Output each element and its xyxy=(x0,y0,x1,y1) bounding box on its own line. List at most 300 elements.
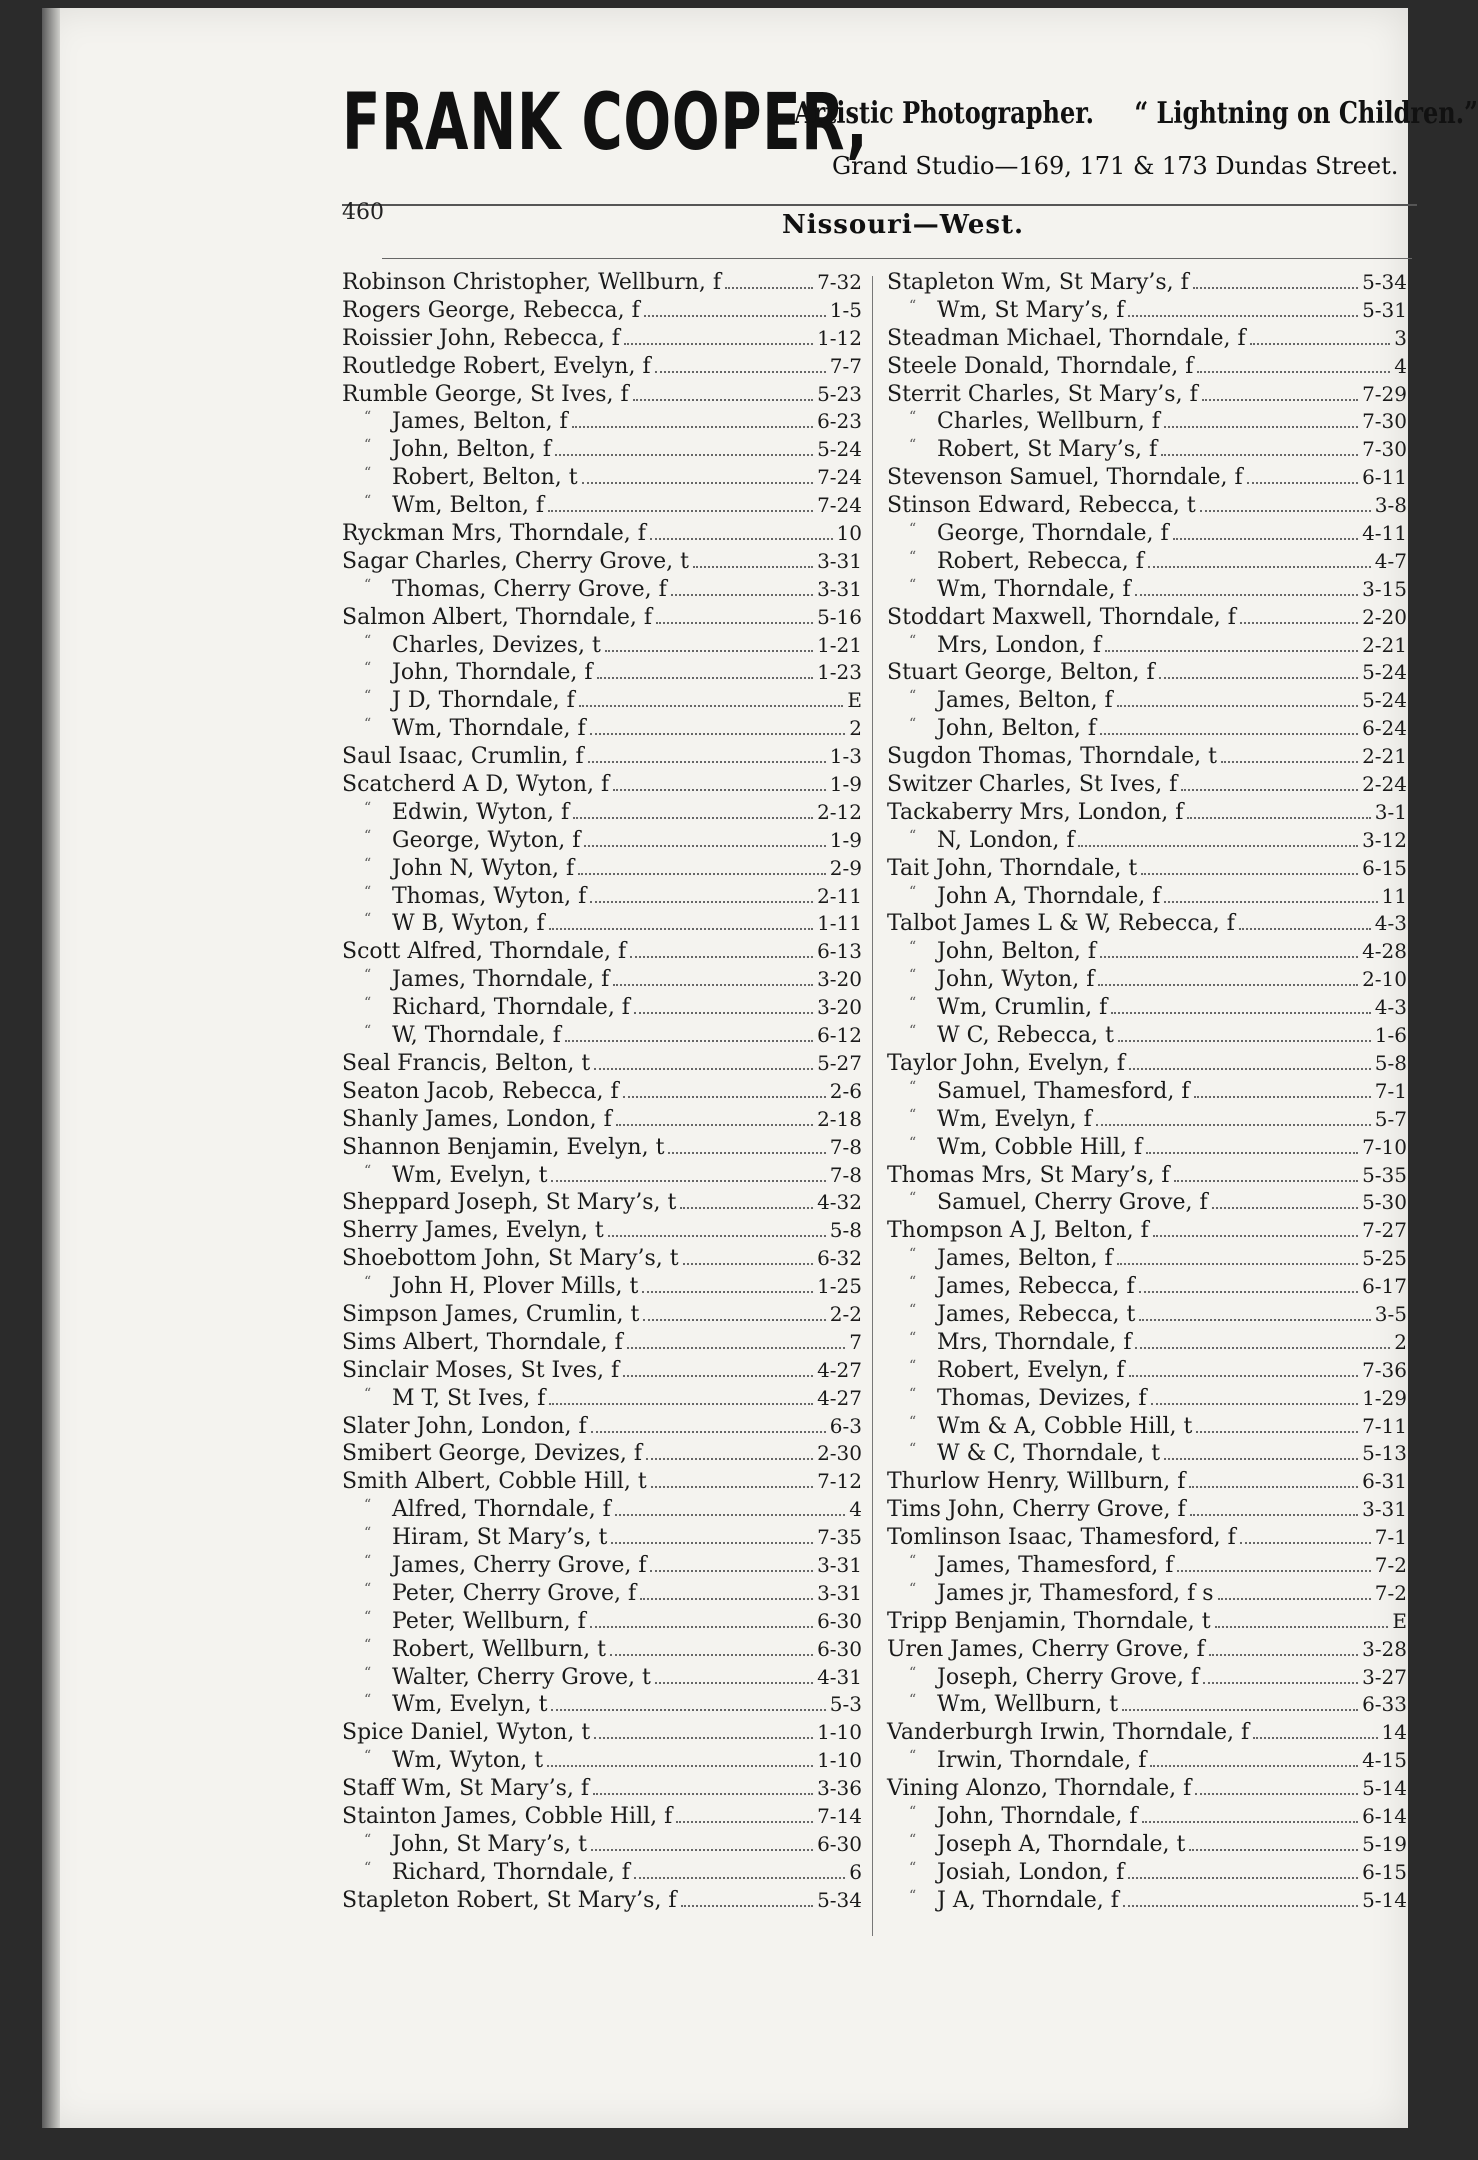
entry-ref: 2-11 xyxy=(817,883,862,908)
entry-name: “ Mrs, London, f xyxy=(887,633,1101,658)
tagline-text: Artistic Photographer. xyxy=(794,96,1095,131)
directory-entry xyxy=(342,1860,862,1888)
dot-leader xyxy=(578,873,826,875)
dot-leader xyxy=(693,566,813,568)
entry-name: Stuart George, Belton, f xyxy=(887,660,1155,686)
entry-name: “ Joseph, Cherry Grove, f xyxy=(887,1665,1199,1690)
directory-entry xyxy=(887,270,1407,298)
entry-name: “ Wm, St Mary’s, f xyxy=(887,298,1124,323)
directory-entry xyxy=(887,354,1407,382)
directory-entry xyxy=(887,633,1407,661)
entry-ref: 1-10 xyxy=(817,1748,862,1773)
directory-entry xyxy=(342,1776,862,1804)
entry-ref: 1-3 xyxy=(829,744,862,769)
entry-ref: 7-2 xyxy=(1374,1580,1407,1605)
entry-ref: 3-31 xyxy=(817,1580,862,1605)
entry-ref: 5-13 xyxy=(1362,1441,1407,1466)
directory-entry xyxy=(887,1860,1407,1888)
entry-ref: 7-7 xyxy=(829,353,862,378)
directory-entry xyxy=(342,1748,862,1776)
entry-ref: 2-12 xyxy=(817,799,862,824)
page-number: 460 xyxy=(342,200,384,225)
dot-leader xyxy=(565,1040,813,1042)
dot-leader xyxy=(1174,1180,1358,1182)
entry-name: “ Mrs, Thorndale, f xyxy=(887,1330,1131,1355)
directory-entry xyxy=(887,1469,1407,1497)
directory-entry xyxy=(342,1079,862,1107)
directory-entry xyxy=(342,716,862,744)
entry-name: Vining Alonzo, Thorndale, f xyxy=(887,1776,1192,1802)
entry-name: “ Wm, Evelyn, f xyxy=(887,1107,1092,1132)
entry-name: “ John, St Mary’s, t xyxy=(342,1832,587,1857)
entry-ref: 6-3 xyxy=(829,1413,862,1438)
entry-name: “ J D, Thorndale, f xyxy=(342,688,575,713)
entry-name: “ James, Belton, f xyxy=(342,409,568,434)
entry-ref: 7-30 xyxy=(1362,409,1407,434)
dot-leader xyxy=(627,1347,845,1349)
dot-leader xyxy=(1146,1152,1358,1154)
dot-leader xyxy=(1194,1096,1371,1098)
directory-entry xyxy=(342,382,862,410)
entry-ref: 3 xyxy=(1394,325,1407,350)
entry-name: Routledge Robert, Evelyn, f xyxy=(342,353,651,379)
entry-ref: 4-11 xyxy=(1362,521,1407,546)
entry-name: Stinson Edward, Rebecca, t xyxy=(887,493,1196,519)
dot-leader xyxy=(1122,1709,1358,1711)
entry-name: “ John, Thorndale, f xyxy=(342,660,593,685)
directory-entry xyxy=(887,298,1407,326)
dot-leader xyxy=(573,817,813,819)
directory-entry xyxy=(887,967,1407,995)
entry-ref: 6-12 xyxy=(817,1023,862,1048)
directory-entry xyxy=(342,1637,862,1665)
dot-leader xyxy=(651,1486,813,1488)
directory-entry xyxy=(342,967,862,995)
directory-entry xyxy=(887,521,1407,549)
entry-name: Roissier John, Rebecca, f xyxy=(342,325,620,351)
entry-name: “ Wm, Thorndale, f xyxy=(887,577,1131,602)
entry-ref: 1-6 xyxy=(1374,1023,1407,1048)
entry-ref: 5-34 xyxy=(1362,270,1407,294)
entry-name: Stapleton Wm, St Mary’s, f xyxy=(887,270,1189,295)
brand-name: FRANK COOPER, xyxy=(342,78,869,168)
entry-ref: 7-36 xyxy=(1362,1357,1407,1382)
dot-leader xyxy=(1197,371,1390,373)
directory-entry xyxy=(887,800,1407,828)
dot-leader xyxy=(656,622,813,624)
directory-entry xyxy=(342,1358,862,1386)
header-rule xyxy=(342,204,1417,206)
entry-ref: 4 xyxy=(849,1497,862,1522)
entry-ref: 5-8 xyxy=(1374,1050,1407,1075)
entry-name: “ Charles, Wellburn, f xyxy=(887,409,1160,434)
dot-leader xyxy=(1250,343,1391,345)
directory-entry xyxy=(342,1414,862,1442)
entry-name: “ Irwin, Thorndale, f xyxy=(887,1748,1146,1773)
entry-name: “ Thomas, Cherry Grove, f xyxy=(342,577,667,602)
dot-leader xyxy=(676,1821,813,1823)
advertisement-header xyxy=(342,78,1478,198)
entry-name: “ Wm & A, Cobble Hill, t xyxy=(887,1414,1192,1439)
directory-entry xyxy=(342,326,862,354)
entry-ref: 4-31 xyxy=(817,1664,862,1689)
entry-name: Tait John, Thorndale, t xyxy=(887,855,1138,881)
entry-ref: 7-32 xyxy=(817,270,862,294)
tagline xyxy=(794,96,1478,131)
entry-name: Rumble George, St Ives, f xyxy=(342,381,629,407)
slogan-text: “ Lightning on Children.” xyxy=(1134,96,1478,131)
entry-name: “ John, Belton, f xyxy=(887,939,1096,964)
entry-ref: 5-24 xyxy=(817,437,862,462)
dot-leader xyxy=(1117,1263,1358,1265)
directory-entry xyxy=(887,577,1407,605)
entry-ref: 1-21 xyxy=(817,632,862,657)
entry-name: “ Robert, Rebecca, f xyxy=(887,549,1144,574)
dot-leader xyxy=(1200,510,1371,512)
directory-entry xyxy=(342,1135,862,1163)
dot-leader xyxy=(1181,789,1358,791)
entry-name: Scott Alfred, Thorndale, f xyxy=(342,939,627,965)
directory-entry xyxy=(887,1330,1407,1358)
dot-leader xyxy=(725,287,813,289)
entry-ref: 6-15 xyxy=(1362,855,1407,880)
directory-entry xyxy=(342,1469,862,1497)
entry-name: “ Robert, Belton, t xyxy=(342,465,578,490)
dot-leader xyxy=(1240,1542,1371,1544)
directory-entry xyxy=(887,1051,1407,1079)
entry-ref: 6 xyxy=(849,1859,862,1884)
directory-entry xyxy=(887,605,1407,633)
dot-leader xyxy=(640,1598,813,1600)
directory-entry xyxy=(887,1107,1407,1135)
entry-name: “ Wm, Cobble Hill, f xyxy=(887,1135,1142,1160)
dot-leader xyxy=(1240,622,1358,624)
dot-leader xyxy=(633,399,813,401)
entry-ref: 6-24 xyxy=(1362,716,1407,741)
directory-entry xyxy=(342,911,862,939)
dot-leader xyxy=(1190,1514,1358,1516)
directory-entry xyxy=(887,1358,1407,1386)
entry-name: Sagar Charles, Cherry Grove, t xyxy=(342,548,689,574)
dot-leader xyxy=(1164,426,1358,428)
entry-ref: 2-2 xyxy=(829,1301,862,1326)
entry-ref: 4-3 xyxy=(1374,911,1407,936)
directory-entry xyxy=(887,660,1407,688)
directory-entry xyxy=(887,1302,1407,1330)
entry-ref: 4-7 xyxy=(1374,548,1407,573)
directory-entry xyxy=(342,1274,862,1302)
entry-name: “ Richard, Thorndale, f xyxy=(342,1860,630,1885)
entry-ref: 6-15 xyxy=(1362,1859,1407,1884)
entry-ref: 5-31 xyxy=(1362,297,1407,322)
directory-entry xyxy=(342,465,862,493)
directory-entry xyxy=(342,521,862,549)
entry-ref: 5-3 xyxy=(829,1692,862,1717)
directory-entry xyxy=(342,1665,862,1693)
entry-name: Taylor John, Evelyn, f xyxy=(887,1050,1125,1076)
entry-name: “ James, Thamesford, f xyxy=(887,1553,1173,1578)
entry-ref: 7-1 xyxy=(1374,1078,1407,1103)
entry-name: “ James, Rebecca, f xyxy=(887,1274,1135,1299)
directory-entry xyxy=(342,354,862,382)
dot-leader xyxy=(582,482,814,484)
directory-entry xyxy=(887,939,1407,967)
directory-entry xyxy=(887,1441,1407,1469)
entry-ref: 6-11 xyxy=(1362,465,1407,490)
entry-name: Tomlinson Isaac, Thamesford, f xyxy=(887,1525,1236,1551)
column-divider xyxy=(872,276,873,1936)
directory-entry xyxy=(887,744,1407,772)
directory-entry xyxy=(887,409,1407,437)
directory-entry xyxy=(887,549,1407,577)
entry-name: Steadman Michael, Thorndale, f xyxy=(887,325,1246,351)
entry-name: “ Hiram, St Mary’s, t xyxy=(342,1525,607,1550)
entry-name: Seal Francis, Belton, t xyxy=(342,1050,591,1076)
entry-ref: 4 xyxy=(1394,353,1407,378)
entry-name: Talbot James L & W, Rebecca, f xyxy=(887,911,1235,937)
entry-name: Simpson James, Crumlin, t xyxy=(342,1301,640,1327)
entry-ref: 2-9 xyxy=(829,855,862,880)
directory-entry xyxy=(342,1720,862,1748)
dot-leader xyxy=(643,1319,825,1321)
directory-entry xyxy=(887,382,1407,410)
dot-leader xyxy=(1151,1403,1359,1405)
right-column xyxy=(887,270,1407,1916)
entry-ref: 2-30 xyxy=(817,1441,862,1466)
entry-ref: 7-12 xyxy=(817,1469,862,1494)
entry-name: Steele Donald, Thorndale, f xyxy=(887,353,1194,379)
dot-leader xyxy=(1117,705,1358,707)
directory-entry xyxy=(342,549,862,577)
entry-ref: 2-6 xyxy=(829,1078,862,1103)
directory-entry xyxy=(887,1776,1407,1804)
directory-entry xyxy=(342,1581,862,1609)
entry-name: “ Wm, Evelyn, t xyxy=(342,1692,547,1717)
dot-leader xyxy=(549,1403,813,1405)
entry-ref: 1-12 xyxy=(817,325,862,350)
dot-leader xyxy=(1098,984,1358,986)
entry-name: “ Josiah, London, f xyxy=(887,1860,1124,1885)
entry-name: Smibert George, Devizes, f xyxy=(342,1441,643,1467)
entry-name: “ John, Thorndale, f xyxy=(887,1804,1138,1829)
dot-leader xyxy=(594,1068,813,1070)
dot-leader xyxy=(613,984,813,986)
entry-ref: 5-34 xyxy=(817,1887,862,1912)
entry-name: Sinclair Moses, St Ives, f xyxy=(342,1357,620,1383)
directory-entry xyxy=(342,409,862,437)
entry-ref: 6-30 xyxy=(817,1636,862,1661)
entry-ref: E xyxy=(1392,1608,1407,1633)
directory-entry xyxy=(887,1581,1407,1609)
left-column xyxy=(342,270,862,1916)
entry-ref: 7-30 xyxy=(1362,437,1407,462)
entry-ref: 4-27 xyxy=(817,1357,862,1382)
entry-ref: 3-20 xyxy=(817,995,862,1020)
directory-entry xyxy=(887,1720,1407,1748)
entry-name: Switzer Charles, St Ives, f xyxy=(887,772,1178,798)
entry-name: Vanderburgh Irwin, Thorndale, f xyxy=(887,1720,1250,1746)
dot-leader xyxy=(655,1682,813,1684)
entry-name: “ Charles, Devizes, t xyxy=(342,633,601,658)
entry-ref: 2-18 xyxy=(817,1106,862,1131)
entry-ref: 1-9 xyxy=(829,772,862,797)
entry-name: “ John A, Thorndale, f xyxy=(887,884,1160,909)
dot-leader xyxy=(1253,1737,1377,1739)
entry-ref: 1-29 xyxy=(1362,1385,1407,1410)
dot-leader xyxy=(579,705,844,707)
entry-name: “ Joseph A, Thorndale, t xyxy=(887,1832,1185,1857)
entry-ref: E xyxy=(847,688,862,713)
directory-entry xyxy=(887,1190,1407,1218)
entry-name: Thomas Mrs, St Mary’s, f xyxy=(887,1162,1170,1188)
entry-name: Rogers George, Rebecca, f xyxy=(342,297,640,323)
dot-leader xyxy=(1209,1654,1358,1656)
dot-leader xyxy=(1129,1068,1371,1070)
entry-ref: 1-10 xyxy=(817,1720,862,1745)
entry-name: Shoebottom John, St Mary’s, t xyxy=(342,1246,679,1272)
dot-leader xyxy=(1148,566,1371,568)
entry-name: “ John, Belton, f xyxy=(887,716,1096,741)
directory-entry xyxy=(342,1218,862,1246)
entry-name: “ Robert, St Mary’s, f xyxy=(887,437,1157,462)
dot-leader xyxy=(1221,761,1358,763)
dot-leader xyxy=(1177,1570,1370,1572)
entry-name: Uren James, Cherry Grove, f xyxy=(887,1636,1205,1662)
dot-leader xyxy=(1164,1458,1358,1460)
dot-leader xyxy=(1078,845,1358,847)
directory-entry xyxy=(342,995,862,1023)
dot-leader xyxy=(642,1291,813,1293)
dot-leader xyxy=(1164,901,1377,903)
entry-name: Seaton Jacob, Rebecca, f xyxy=(342,1078,619,1104)
entry-name: “ Peter, Wellburn, f xyxy=(342,1609,586,1634)
entry-name: “ James, Belton, f xyxy=(887,688,1113,713)
dot-leader xyxy=(551,1180,825,1182)
dot-leader xyxy=(1105,650,1358,652)
dot-leader xyxy=(668,1152,825,1154)
directory-entry xyxy=(887,1386,1407,1414)
directory-entry xyxy=(342,939,862,967)
entry-ref: 2-24 xyxy=(1362,772,1407,797)
dot-leader xyxy=(1139,1319,1370,1321)
directory-entry xyxy=(887,995,1407,1023)
entry-name: “ James, Belton, f xyxy=(887,1246,1113,1271)
entry-name: “ James, Cherry Grove, f xyxy=(342,1553,646,1578)
directory-entry xyxy=(887,772,1407,800)
entry-ref: 4-3 xyxy=(1374,995,1407,1020)
entry-ref: 2 xyxy=(1394,1329,1407,1354)
dot-leader xyxy=(650,1570,813,1572)
entry-name: Sherry James, Evelyn, t xyxy=(342,1218,604,1244)
entry-name: “ Alfred, Thorndale, f xyxy=(342,1497,611,1522)
directory-entry xyxy=(342,1330,862,1358)
entry-ref: 5-24 xyxy=(1362,688,1407,713)
entry-ref: 7-10 xyxy=(1362,1134,1407,1159)
directory-entry xyxy=(887,1637,1407,1665)
directory-entry xyxy=(342,1246,862,1274)
studio-address: Grand Studio—169, 171 & 173 Dundas Street. xyxy=(832,152,1399,180)
dot-leader xyxy=(634,1877,845,1879)
dot-leader xyxy=(623,1375,813,1377)
dot-leader xyxy=(591,1849,813,1851)
directory-entry xyxy=(342,1302,862,1330)
dot-leader xyxy=(1141,873,1358,875)
dot-leader xyxy=(1239,928,1371,930)
entry-name: Sugdon Thomas, Thorndale, t xyxy=(887,744,1218,770)
dot-leader xyxy=(1129,1375,1359,1377)
entry-ref: 6-32 xyxy=(817,1246,862,1271)
directory-entry xyxy=(342,744,862,772)
dot-leader xyxy=(1135,1347,1390,1349)
entry-ref: 2-21 xyxy=(1362,632,1407,657)
entry-ref: 6-33 xyxy=(1362,1692,1407,1717)
entry-name: “ Thomas, Devizes, f xyxy=(887,1386,1147,1411)
entry-ref: 14 xyxy=(1381,1720,1407,1745)
entry-name: “ George, Thorndale, f xyxy=(887,521,1169,546)
directory-entry xyxy=(887,1692,1407,1720)
dot-leader xyxy=(551,1709,825,1711)
dot-leader xyxy=(1173,538,1358,540)
entry-name: Stapleton Robert, St Mary’s, f xyxy=(342,1887,677,1913)
dot-leader xyxy=(681,1905,813,1907)
directory-entry xyxy=(342,660,862,688)
dot-leader xyxy=(1189,1849,1358,1851)
directory-entry xyxy=(342,1441,862,1469)
entry-name: “ Wm, Thorndale, f xyxy=(342,716,586,741)
entry-name: “ N, London, f xyxy=(887,828,1074,853)
dot-leader xyxy=(1203,1682,1358,1684)
entry-name: Salmon Albert, Thorndale, f xyxy=(342,604,653,630)
dot-leader xyxy=(590,901,813,903)
directory-entry xyxy=(887,437,1407,465)
entry-ref: 4-32 xyxy=(817,1190,862,1215)
entry-ref: 7-14 xyxy=(817,1803,862,1828)
entry-ref: 7-1 xyxy=(1374,1525,1407,1550)
entry-name: Stevenson Samuel, Thorndale, f xyxy=(887,465,1243,491)
entry-name: “ Robert, Wellburn, t xyxy=(342,1637,606,1662)
dot-leader xyxy=(555,454,813,456)
directory-entry xyxy=(342,1692,862,1720)
entry-ref: 5-24 xyxy=(1362,660,1407,685)
dot-leader xyxy=(1193,287,1358,289)
entry-ref: 6-14 xyxy=(1362,1803,1407,1828)
directory-entry xyxy=(342,1525,862,1553)
directory-entry xyxy=(887,1832,1407,1860)
entry-name: “ John, Wyton, f xyxy=(887,967,1094,992)
entry-ref: 5-14 xyxy=(1362,1776,1407,1801)
entry-ref: 7-8 xyxy=(829,1134,862,1159)
directory-entry xyxy=(887,1525,1407,1553)
dot-leader xyxy=(615,1514,845,1516)
entry-ref: 5-25 xyxy=(1362,1246,1407,1271)
entry-name: Shanly James, London, f xyxy=(342,1106,612,1132)
entry-ref: 4-28 xyxy=(1362,939,1407,964)
dot-leader xyxy=(593,1793,813,1795)
entry-ref: 5-7 xyxy=(1374,1106,1407,1131)
entry-ref: 7-2 xyxy=(1374,1552,1407,1577)
dot-leader xyxy=(594,1737,813,1739)
directory-entry xyxy=(887,856,1407,884)
directory-entry xyxy=(887,1163,1407,1191)
directory-entry xyxy=(887,1609,1407,1637)
entry-ref: 7-27 xyxy=(1362,1218,1407,1243)
entry-name: “ M T, St Ives, f xyxy=(342,1386,545,1411)
dot-leader xyxy=(547,1765,813,1767)
entry-ref: 5-16 xyxy=(817,604,862,629)
directory-entry xyxy=(342,828,862,856)
entry-name: “ James, Thorndale, f xyxy=(342,967,609,992)
entry-name: Staff Wm, St Mary’s, f xyxy=(342,1776,590,1802)
